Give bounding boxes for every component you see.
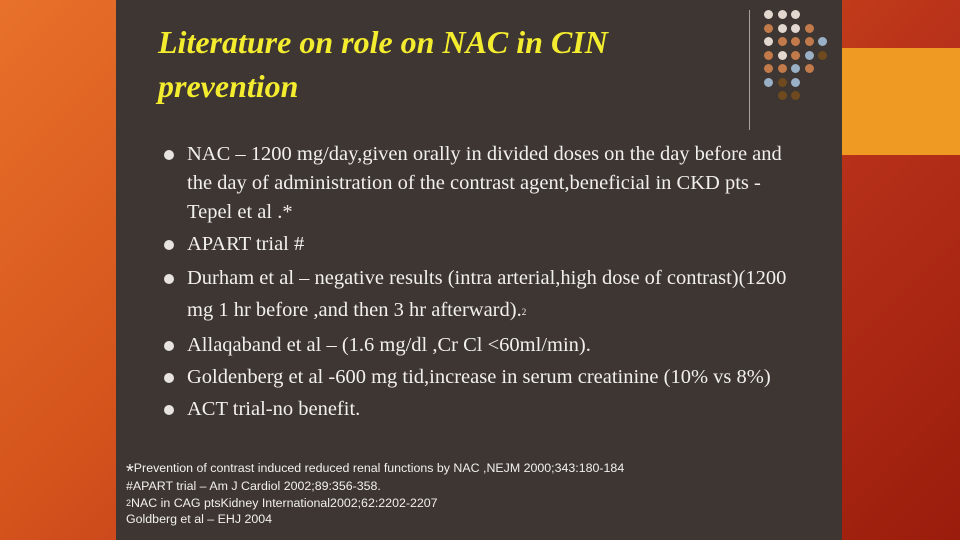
decorative-dot: [791, 24, 800, 33]
reference-line: *Prevention of contrast induced reduced renal functions by NAC ,NEJM 2000;343:180-184: [126, 461, 625, 483]
decorative-dot: [805, 51, 814, 60]
decorative-dot: [805, 64, 814, 73]
accent-rectangle: [842, 48, 960, 155]
bullet-item: NAC – 1200 mg/day,given orally in divided doses on the day before and the day of administration of the contrast agent,beneficial in CKD pts - Tepel et al .*: [160, 140, 800, 227]
decorative-dot: [791, 37, 800, 46]
reference-line: #APART trial – Am J Cardiol 2002;89:356-358.: [126, 479, 381, 493]
decorative-dot: [791, 10, 800, 19]
title-divider: [749, 10, 750, 130]
bullet-list: [160, 140, 800, 424]
decorative-dot: [764, 78, 773, 87]
slide-panel: [116, 0, 842, 540]
decorative-dot: [818, 51, 827, 60]
reference-marker: 2: [126, 497, 132, 508]
decorative-dot-grid-icon: [764, 10, 830, 114]
references-block: [126, 460, 826, 528]
decorative-dot: [778, 78, 787, 87]
decorative-dot: [791, 91, 800, 100]
decorative-dot: [805, 37, 814, 46]
decorative-dot: [778, 64, 787, 73]
reference-line: 2NAC in CAG ptsKidney International2002;62:2202-2207: [126, 495, 438, 510]
reference-marker: *: [126, 461, 134, 483]
bullet-item: Durham et al – negative results (intra arterial,high dose of contrast)(1200 mg 1 hr before ,and then 3 hr afterward).2: [160, 262, 800, 328]
decorative-dot: [778, 37, 787, 46]
decorative-dot: [791, 51, 800, 60]
bullet-item: ACT trial-no benefit.: [160, 395, 800, 424]
decorative-dot: [778, 24, 787, 33]
bullet-item: Goldenberg et al -600 mg tid,increase in serum creatinine (10% vs 8%): [160, 363, 800, 392]
decorative-dot: [791, 78, 800, 87]
decorative-dot: [764, 51, 773, 60]
decorative-dot: [818, 37, 827, 46]
slide-title: Literature on role on NAC in CIN prevention: [158, 24, 608, 104]
decorative-dot: [778, 10, 787, 19]
decorative-dot: [764, 24, 773, 33]
bullet-item: Allaqaband et al – (1.6 mg/dl ,Cr Cl <60ml/min).: [160, 331, 800, 360]
decorative-dot: [764, 37, 773, 46]
decorative-dot: [764, 10, 773, 19]
decorative-dot: [778, 51, 787, 60]
decorative-dot: [791, 64, 800, 73]
decorative-dot: [778, 91, 787, 100]
reference-line: Goldberg et al – EHJ 2004: [126, 512, 273, 526]
bullet-item: APART trial #: [160, 230, 800, 259]
decorative-dot: [805, 24, 814, 33]
decorative-dot: [764, 64, 773, 73]
superscript-marker: 2: [521, 307, 527, 317]
